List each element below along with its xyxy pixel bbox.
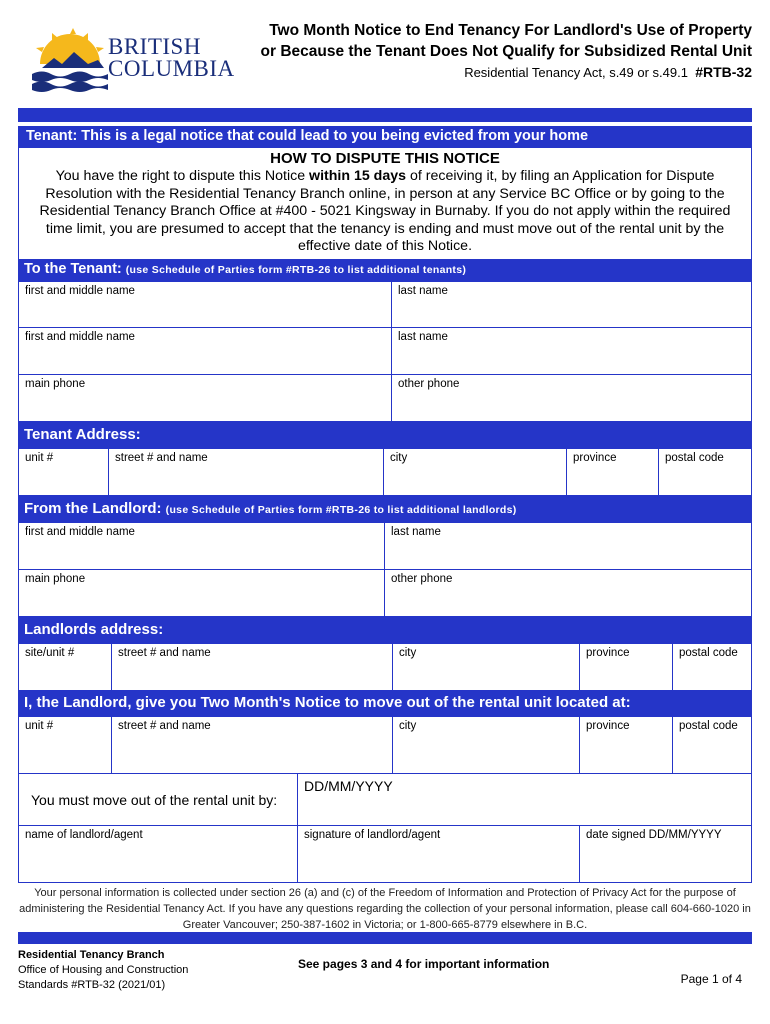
landlord-postal-code-field[interactable]: postal code <box>672 643 752 691</box>
landlord-agent-name-field[interactable]: name of landlord/agent <box>18 825 298 883</box>
to-tenant-banner: To the Tenant: (use Schedule of Parties form #RTB-26 to list additional tenants) <box>18 259 752 281</box>
rental-unit-banner: I, the Landlord, give you Two Month's Notice to move out of the rental unit located at: <box>18 690 752 716</box>
rental-street-field[interactable]: street # and name <box>111 716 393 774</box>
see-pages-note: See pages 3 and 4 for important information <box>298 957 550 971</box>
landlord-city-field[interactable]: city <box>392 643 580 691</box>
rental-unit-number-field[interactable]: unit # <box>18 716 112 774</box>
dispute-heading: HOW TO DISPUTE THIS NOTICE <box>270 150 500 167</box>
tenant-first-name-field[interactable]: first and middle name <box>18 281 392 328</box>
document-subtitle: Residential Tenancy Act, s.49 or s.49.1 #RTB-32 <box>464 64 752 80</box>
landlord-agent-signature-field[interactable]: signature of landlord/agent <box>297 825 580 883</box>
tenant-2-last-name-field[interactable]: last name <box>391 327 752 375</box>
tenant-city-field[interactable]: city <box>383 448 567 496</box>
tenant-street-field[interactable]: street # and name <box>108 448 384 496</box>
landlord-last-name-field[interactable]: last name <box>384 522 752 570</box>
landlord-main-phone-field[interactable]: main phone <box>18 569 385 617</box>
rental-province-field[interactable]: province <box>579 716 673 774</box>
rental-postal-code-field[interactable]: postal code <box>672 716 752 774</box>
divider-bar-bottom <box>18 932 752 944</box>
page-number: Page 1 of 4 <box>680 972 742 986</box>
privacy-statement: Your personal information is collected under section 26 (a) and (c) of the Freedom of Information and Protection of Privacy Act for the purpose of administering the Residential Tenancy Act. If you have any questions regarding the collection of your personal information, please call 604-660-1020 in Greater Vancouver; 250-387-1602 in Victoria; or 1-800-665-8779 elsewhere in B.C. <box>19 887 751 931</box>
logo-line-2: COLUMBIA <box>108 56 235 81</box>
logo-wordmark <box>108 36 238 80</box>
tenant-address-banner: Tenant Address: <box>18 422 752 448</box>
move-out-date-field[interactable]: DD/MM/YYYY <box>297 773 752 826</box>
date-signed-field[interactable]: date signed DD/MM/YYYY <box>579 825 752 883</box>
logo-line-1: BRITISH <box>108 34 201 59</box>
form-code: #RTB-32 <box>695 64 752 80</box>
tenant-other-phone-field[interactable]: other phone <box>391 374 752 422</box>
tenant-2-first-name-field[interactable]: first and middle name <box>18 327 392 375</box>
dispute-notice-box <box>18 126 752 262</box>
rental-city-field[interactable]: city <box>392 716 580 774</box>
tenant-last-name-field[interactable]: last name <box>391 281 752 328</box>
dispute-body: You have the right to dispute this Notice within 15 days of receiving it, by filing an Application for Dispute Resolution with the Residential Tenancy Branch online, in person at any Service BC Office or by going to the Residential Tenancy Branch Office at #400 - 5021 Kingsway in Burnaby. If you do not apply within the required time limit, you are presumed to accept that the tenancy is ending and must move out of the rental unit by the effective date of this Notice. <box>39 168 731 254</box>
landlord-province-field[interactable]: province <box>579 643 673 691</box>
tenant-main-phone-field[interactable]: main phone <box>18 374 392 422</box>
landlord-address-banner: Landlords address: <box>18 617 752 643</box>
from-landlord-banner: From the Landlord: (use Schedule of Parties form #RTB-26 to list additional landlords) <box>18 496 752 522</box>
landlord-unit-field[interactable]: site/unit # <box>18 643 112 691</box>
legal-notice-banner: Tenant: This is a legal notice that could lead to you being evicted from your home <box>18 126 752 148</box>
landlord-other-phone-field[interactable]: other phone <box>384 569 752 617</box>
divider-bar <box>18 108 752 122</box>
tenant-postal-code-field[interactable]: postal code <box>658 448 752 496</box>
footer-org-info: Residential Tenancy Branch Office of Housing and Construction Standards #RTB-32 (2021/01) <box>18 949 189 991</box>
document-title: Two Month Notice to End Tenancy For Landlord's Use of Property or Because the Tenant Does Not Qualify for Subsidized Rental Unit <box>260 22 752 60</box>
landlord-street-field[interactable]: street # and name <box>111 643 393 691</box>
landlord-first-name-field[interactable]: first and middle name <box>18 522 385 570</box>
tenant-province-field[interactable]: province <box>566 448 659 496</box>
tenant-unit-field[interactable]: unit # <box>18 448 109 496</box>
move-out-label: You must move out of the rental unit by: <box>18 773 298 826</box>
